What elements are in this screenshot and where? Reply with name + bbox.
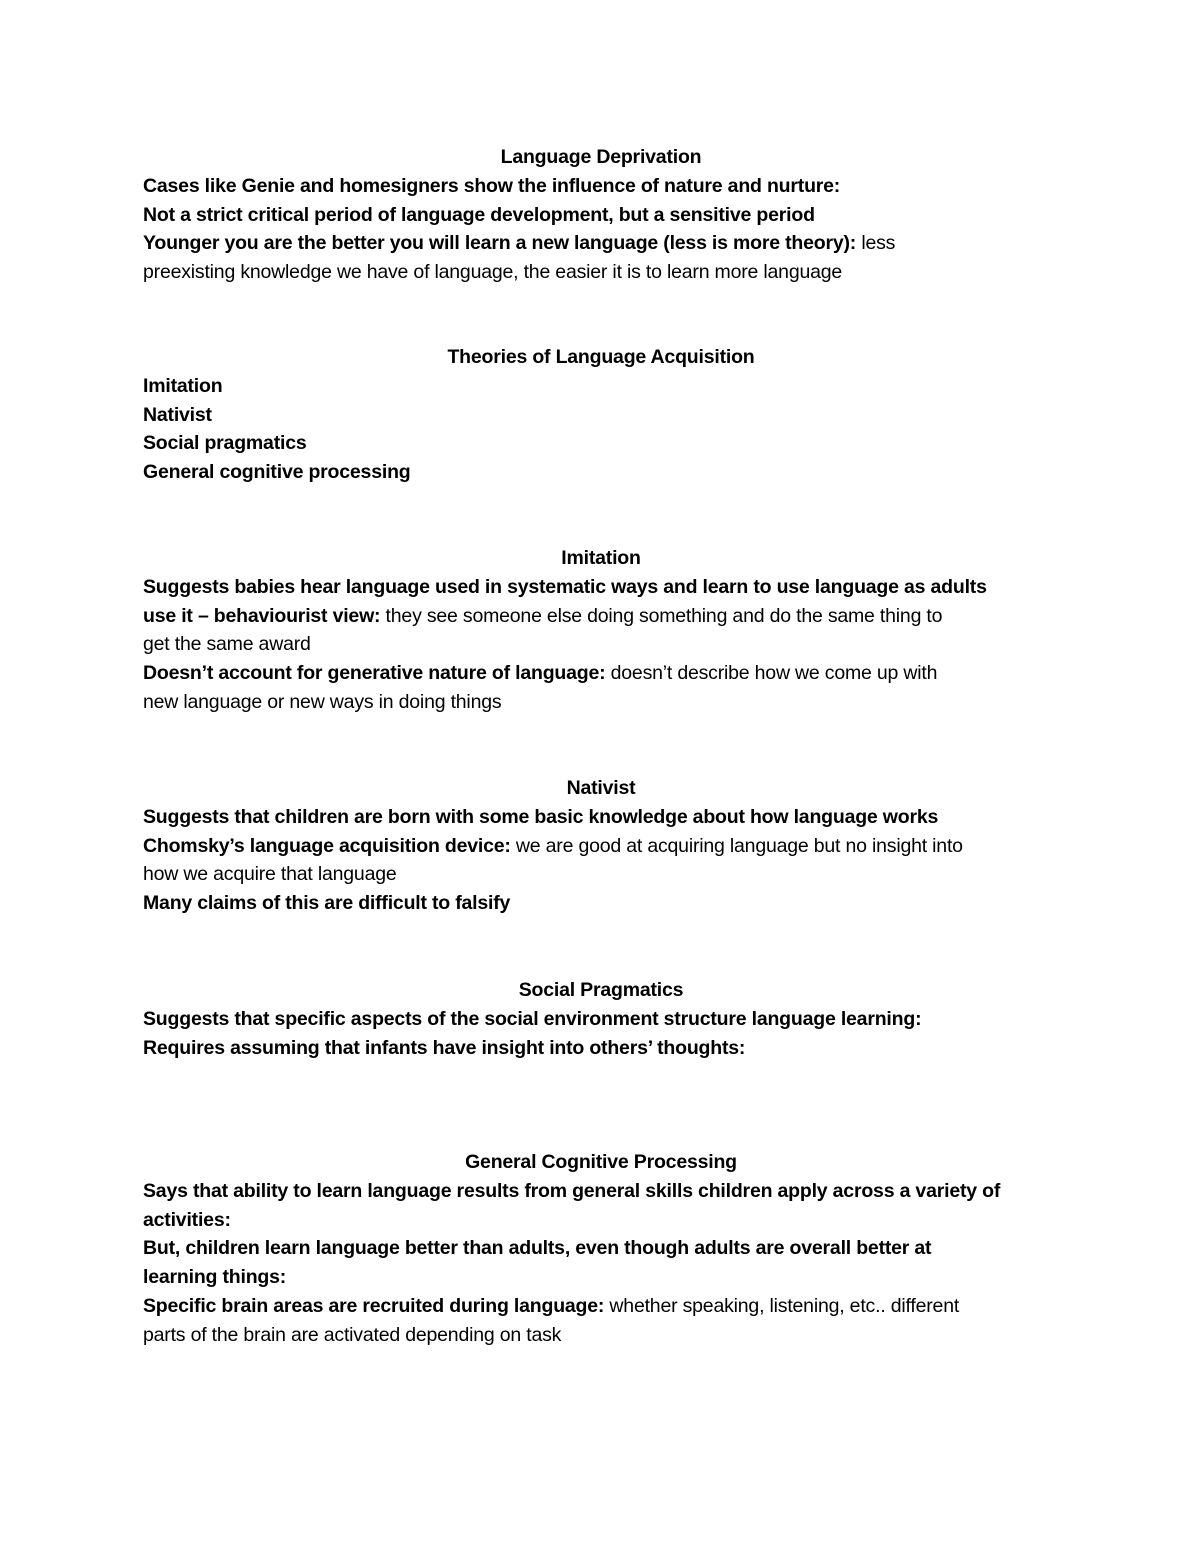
section-language-deprivation [143,143,1063,287]
text-line [143,659,1063,688]
bold-text: But, children learn language better than adults, even though adults are overall better at [143,1237,932,1260]
text-line [143,1234,1063,1263]
text-line [143,1263,1063,1292]
bold-text: Chomsky’s language acquisition device: [143,834,511,857]
section-social-pragmatics [143,976,1063,1062]
text-line [143,201,1063,230]
section-title: Social Pragmatics [518,979,684,1001]
text-line [143,401,1063,430]
text-line [143,372,1063,401]
section-general-cognitive-processing [143,1148,1063,1350]
section-title: Nativist [566,777,636,799]
text-line [143,1005,1063,1034]
bold-text: Suggests babies hear language used in systematic ways and learn to use language as adults [143,575,987,598]
section-title: Theories of Language Acquisition [447,346,755,368]
body-text: get the same award [143,633,311,656]
body-text: new language or new ways in doing things [143,690,502,713]
bold-text: Requires assuming that infants have insight into others’ thoughts: [143,1036,746,1059]
bold-text: Cases like Genie and homesigners show the influence of nature and nurture: [143,174,841,197]
body-text: doesn’t describe how we come up with [605,662,938,685]
section-theories [143,343,1063,487]
bold-text: Suggests that children are born with some basic knowledge about how language works [143,805,939,828]
section-nativist [143,774,1063,918]
text-line [143,458,1063,487]
section-title: General Cognitive Processing [465,1151,737,1173]
text-line [143,1206,1063,1235]
text-line [143,1292,1063,1321]
text-line [143,258,1063,287]
text-line [143,688,1063,717]
text-line [143,860,1063,889]
bold-text: Social pragmatics [143,432,307,455]
text-line [143,573,1063,602]
bold-text: use it – behaviourist view: [143,604,381,627]
body-text: whether speaking, listening, etc.. different [604,1294,960,1317]
bold-text: Doesn’t account for generative nature of language: [143,662,606,685]
bold-text: General cognitive processing [143,461,411,484]
bold-text: Says that ability to learn language results from general skills children apply across a variety of [143,1179,1001,1202]
text-line [143,429,1063,458]
text-line [143,832,1063,861]
text-line [143,630,1063,659]
text-line [143,602,1063,631]
bold-text: Many claims of this are difficult to falsify [143,892,511,915]
bold-text: Not a strict critical period of language development, but a sensitive period [143,203,815,226]
bold-text: Suggests that specific aspects of the social environment structure language learning: [143,1007,922,1030]
body-text: less [856,232,896,255]
text-line [143,229,1063,258]
text-line [143,1321,1063,1350]
text-line [143,1034,1063,1063]
body-text: parts of the brain are activated depending on task [143,1323,562,1346]
text-line [143,1177,1063,1206]
section-title: Imitation [561,547,641,569]
section-imitation [143,544,1063,717]
text-line [143,803,1063,832]
body-text: preexisting knowledge we have of language, the easier it is to learn more language [143,261,843,284]
text-line [143,172,1063,201]
bold-text: activities: [143,1208,231,1231]
bold-text: Younger you are the better you will learn a new language (less is more theory): [143,232,857,255]
bold-text: Specific brain areas are recruited during language: [143,1294,605,1317]
text-line [143,889,1063,918]
section-title: Language Deprivation [500,146,702,168]
bold-text: Imitation [143,374,223,397]
body-text: how we acquire that language [143,863,397,886]
body-text: they see someone else doing something and do the same thing to [380,604,943,627]
body-text: we are good at acquiring language but no insight into [510,834,963,857]
bold-text: learning things: [143,1266,287,1289]
bold-text: Nativist [143,403,212,426]
